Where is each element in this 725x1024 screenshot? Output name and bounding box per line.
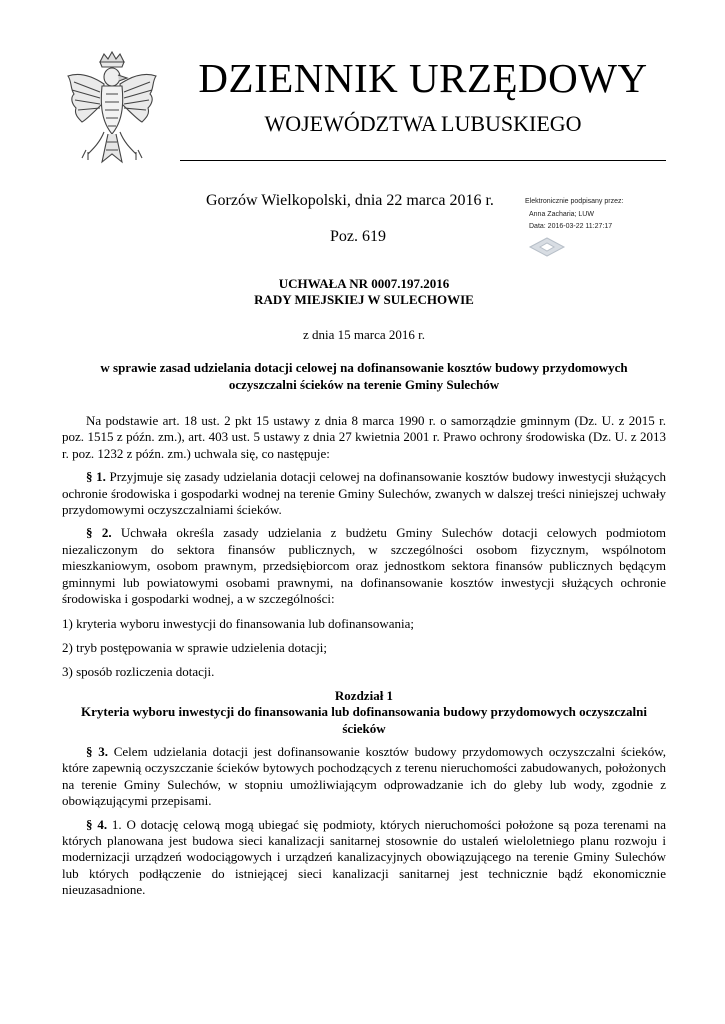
resolution-subject-line2: oczyszczalni ścieków na terenie Gminy Sulechów bbox=[228, 376, 500, 392]
chapter-heading bbox=[62, 688, 666, 737]
list-item: 1) kryteria wyboru inwestycji do finansowania lub dofinansowania; bbox=[62, 615, 414, 631]
chapter-title: Kryteria wyboru inwestycji do finansowania lub dofinansowania budowy przydomowych oczyszczalni ścieków bbox=[81, 704, 647, 736]
header-divider bbox=[180, 160, 666, 161]
chapter-label: Rozdział 1 bbox=[334, 687, 394, 703]
section-4-label: § 4. bbox=[86, 816, 108, 832]
journal-subtitle: WOJEWÓDZTWA LUBUSKIEGO bbox=[264, 111, 582, 136]
electronic-signature bbox=[525, 196, 623, 234]
section-2 bbox=[62, 525, 666, 607]
document-body bbox=[62, 276, 666, 899]
journal-title: DZIENNIK URZĘDOWY bbox=[198, 55, 648, 101]
section-3-text: Celem udzielania dotacji jest dofinansowanie kosztów budowy przydomowych oczyszczalni ścieków, które zapewnią oczyszczanie ścieków bytowych pochodzących z terenu nieruchomości zabudowanych, położonych na terenie Gminy Sulechów, w stopniu umożliwiającym odprowadzanie ich do gleby lub wody, zgodnie z obowiązującymi przepisami. bbox=[62, 743, 666, 809]
section-3 bbox=[62, 744, 666, 810]
resolution-subject-line1: w sprawie zasad udzielania dotacji celowej na dofinansowanie kosztów budowy przydomowych bbox=[100, 360, 628, 376]
resolution-title bbox=[62, 276, 666, 309]
section-1 bbox=[62, 469, 666, 518]
resolution-council: RADY MIEJSKIEJ W SULECHOWIE bbox=[254, 292, 474, 308]
masthead bbox=[180, 55, 666, 137]
resolution-subject bbox=[62, 360, 666, 393]
preamble: Na podstawie art. 18 ust. 2 pkt 15 ustawy z dnia 8 marca 1990 r. o samorządzie gminnym (Dz. U. z 2015 r. poz. 1515 z późn. zm.), art. 403 ust. 5 ustawy z dnia 27 kwietnia 2001 r. Prawo ochrony środowiska (Dz. U. z 2013 r. poz. 1232 z późn. zm.) uchwala się, co następuje: bbox=[62, 413, 666, 461]
list-item: 2) tryb postępowania w sprawie udzielenia dotacji; bbox=[62, 639, 327, 655]
section-1-label: § 1. bbox=[86, 469, 106, 485]
section-2-label: § 2. bbox=[86, 525, 112, 541]
signature-label: Elektronicznie podpisany przez: bbox=[525, 198, 624, 205]
list-item: 3) sposób rozliczenia dotacji. bbox=[62, 664, 215, 680]
signature-seal-icon bbox=[528, 236, 566, 258]
section-4 bbox=[62, 817, 666, 899]
place-date: Gorzów Wielkopolski, dnia 22 marca 2016 r. bbox=[206, 192, 494, 209]
section-4-text: 1. O dotację celową mogą ubiegać się podmioty, których nieruchomości położone są poza terenami na których planowana jest budowa sieci kanalizacji sanitarnej stosownie do ustaleń wieloletniego planu rozwoju i modernizacji urządzeń wodociągowych i urządzeń kanalizacyjnych obowiązującego na terenie Gminy Sulechów lub których podłączenie do istniejącej sieci kanalizacji sanitarnej jest technicznie bądź ekonomicznie nieuzasadnione. bbox=[62, 816, 667, 898]
eagle-emblem-icon bbox=[60, 50, 164, 172]
resolution-date: z dnia 15 marca 2016 r. bbox=[302, 326, 425, 342]
position-number: Poz. 619 bbox=[330, 228, 386, 245]
section-3-label: § 3. bbox=[86, 743, 108, 759]
signature-date: Data: 2016-03-22 11:27:17 bbox=[529, 223, 613, 230]
section-2-text: Uchwała określa zasady udzielania z budżetu Gminy Sulechów dotacji celowych podmiotom niezaliczonym do sektora finansów publicznych, w szczególności osobom fizycznym, wspólnotom mieszkaniowym, osobom prawnym, przedsiębiorcom oraz jednostkom sektora finansów publicznych będącym gminnymi lub powiatowymi osobami prawnymi, na dofinansowanie kosztów inwestycji służących ochronie środowiska i gospodarki wodnej, a w szczególności: bbox=[62, 525, 667, 607]
resolution-number: UCHWAŁA NR 0007.197.2016 bbox=[278, 276, 450, 291]
section-1-text: Przyjmuje się zasady udzielania dotacji celowej na dofinansowanie kosztów budowy inwestycji służących ochronie środowiska i gospodarki wodnej na terenie Gminy Sulechów, zwanych w dalszej treści niniejszej uchwały przydomowymi oczyszczalniami ścieków. bbox=[62, 469, 666, 518]
signature-signer: Anna Zacharia; LUW bbox=[529, 210, 594, 218]
